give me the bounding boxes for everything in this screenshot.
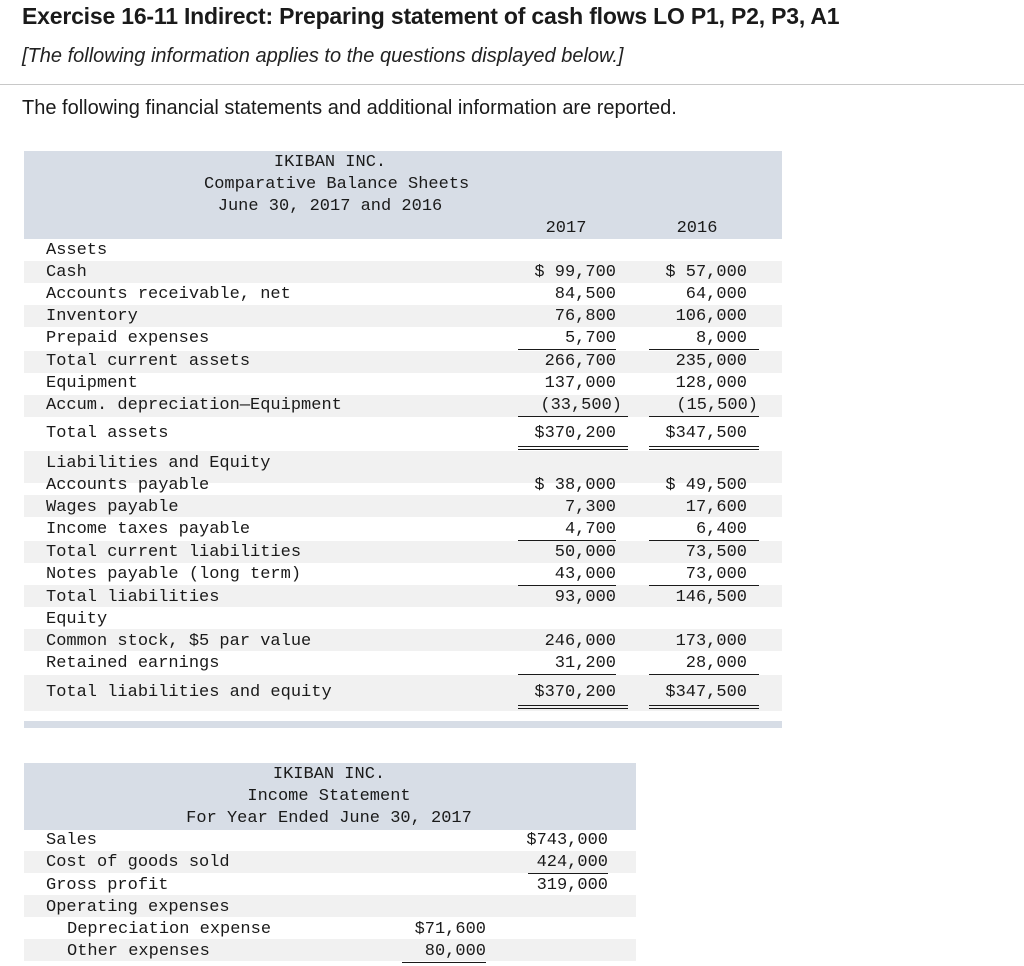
total-current-assets-2017: 266,700 (544, 352, 616, 371)
retained-earnings-2017: 31,200 (554, 654, 616, 673)
context-note: [The following information applies to the questions displayed below.] (22, 45, 624, 67)
total-liabilities-equity-2016: $347,500 (665, 683, 747, 702)
total-current-liabilities-2017: 50,000 (554, 543, 616, 562)
total-liabilities-equity-label: Total liabilities and equity (46, 683, 332, 702)
underline (649, 540, 759, 541)
is-company-name: IKIBAN INC. (272, 765, 386, 784)
prepaid-expenses-label: Prepaid expenses (46, 329, 210, 348)
other-expenses-label: Other expenses (67, 942, 210, 961)
header-divider (0, 84, 1024, 85)
depreciation-expense-label: Depreciation expense (67, 920, 272, 939)
equipment-2017: 137,000 (544, 374, 616, 393)
intro-text: The following financial statements and additional information are reported. (22, 97, 677, 119)
notes-payable-label: Notes payable (long term) (46, 565, 302, 584)
liabilities-equity-heading: Liabilities and Equity (46, 454, 271, 473)
accum-depreciation-2016: (15,500) (676, 396, 758, 415)
prepaid-expenses-2017: 5,700 (564, 329, 616, 348)
total-liabilities-equity-2017: $370,200 (534, 683, 616, 702)
underline (649, 585, 759, 586)
underline (402, 962, 486, 963)
total-current-liabilities-label: Total current liabilities (46, 543, 302, 562)
wages-payable-2017: 7,300 (564, 498, 616, 517)
inventory-2017: 76,800 (554, 307, 616, 326)
balance-sheet-footer-band (24, 721, 782, 728)
total-current-assets-label: Total current assets (46, 352, 251, 371)
accounts-receivable-label: Accounts receivable, net (46, 285, 291, 304)
other-expenses-value: 80,000 (424, 942, 486, 961)
double-underline (649, 705, 759, 709)
income-taxes-payable-2016: 6,400 (695, 520, 747, 539)
total-current-liabilities-2016: 73,500 (685, 543, 747, 562)
bs-column-2016: 2016 (676, 219, 718, 238)
inventory-label: Inventory (46, 307, 138, 326)
bs-column-2017: 2017 (545, 219, 587, 238)
total-assets-label: Total assets (46, 424, 169, 443)
bs-statement-date: June 30, 2017 and 2016 (217, 197, 443, 216)
inventory-2016: 106,000 (675, 307, 747, 326)
is-statement-title: Income Statement (247, 787, 411, 806)
assets-heading: Assets (46, 241, 108, 260)
accum-depreciation-2017: (33,500) (540, 396, 622, 415)
double-underline (518, 705, 628, 709)
underline (649, 674, 759, 675)
accounts-receivable-2016: 64,000 (685, 285, 747, 304)
prepaid-expenses-2016: 8,000 (695, 329, 747, 348)
operating-expenses-heading: Operating expenses (46, 898, 230, 917)
retained-earnings-2016: 28,000 (685, 654, 747, 673)
income-taxes-payable-label: Income taxes payable (46, 520, 251, 539)
accounts-receivable-2017: 84,500 (554, 285, 616, 304)
gross-profit-value: 319,000 (536, 876, 608, 895)
wages-payable-label: Wages payable (46, 498, 179, 517)
underline (518, 585, 616, 586)
common-stock-2017: 246,000 (544, 632, 616, 651)
cost-of-goods-sold-label: Cost of goods sold (46, 853, 230, 872)
total-liabilities-label: Total liabilities (46, 588, 220, 607)
accounts-payable-label: Accounts payable (46, 476, 210, 495)
cost-of-goods-sold-value: 424,000 (536, 853, 608, 872)
total-liabilities-2017: 93,000 (554, 588, 616, 607)
depreciation-expense-value: $71,600 (414, 920, 486, 939)
wages-payable-2016: 17,600 (685, 498, 747, 517)
total-assets-2016: $347,500 (665, 424, 747, 443)
equity-heading: Equity (46, 610, 108, 629)
accum-depreciation-label: Accum. depreciation—Equipment (46, 396, 342, 415)
cash-2017: $ 99,700 (534, 263, 616, 282)
underline (518, 416, 628, 417)
income-taxes-payable-2017: 4,700 (564, 520, 616, 539)
sales-value: $743,000 (526, 831, 608, 850)
underline (649, 416, 759, 417)
exercise-title: Exercise 16-11 Indirect: Preparing statement of cash flows LO P1, P2, P3, A1 (22, 3, 840, 29)
total-current-assets-2016: 235,000 (675, 352, 747, 371)
total-assets-2017: $370,200 (534, 424, 616, 443)
underline (649, 349, 759, 350)
notes-payable-2016: 73,000 (685, 565, 747, 584)
gross-profit-label: Gross profit (46, 876, 169, 895)
notes-payable-2017: 43,000 (554, 565, 616, 584)
accounts-payable-2017: $ 38,000 (534, 476, 616, 495)
equipment-2016: 128,000 (675, 374, 747, 393)
common-stock-2016: 173,000 (675, 632, 747, 651)
income-statement-panel (24, 763, 636, 966)
balance-sheet-panel (24, 151, 782, 728)
double-underline (518, 446, 628, 450)
underline (518, 674, 616, 675)
cash-2016: $ 57,000 (665, 263, 747, 282)
underline (528, 873, 608, 874)
bs-statement-title: Comparative Balance Sheets (204, 175, 470, 194)
common-stock-label: Common stock, $5 par value (46, 632, 312, 651)
cash-label: Cash (46, 263, 87, 282)
sales-label: Sales (46, 831, 98, 850)
is-statement-period: For Year Ended June 30, 2017 (186, 809, 472, 828)
accounts-payable-2016: $ 49,500 (665, 476, 747, 495)
total-liabilities-2016: 146,500 (675, 588, 747, 607)
double-underline (649, 446, 759, 450)
bs-company-name: IKIBAN INC. (273, 153, 387, 172)
underline (518, 540, 616, 541)
underline (518, 349, 616, 350)
retained-earnings-label: Retained earnings (46, 654, 220, 673)
equipment-label: Equipment (46, 374, 138, 393)
